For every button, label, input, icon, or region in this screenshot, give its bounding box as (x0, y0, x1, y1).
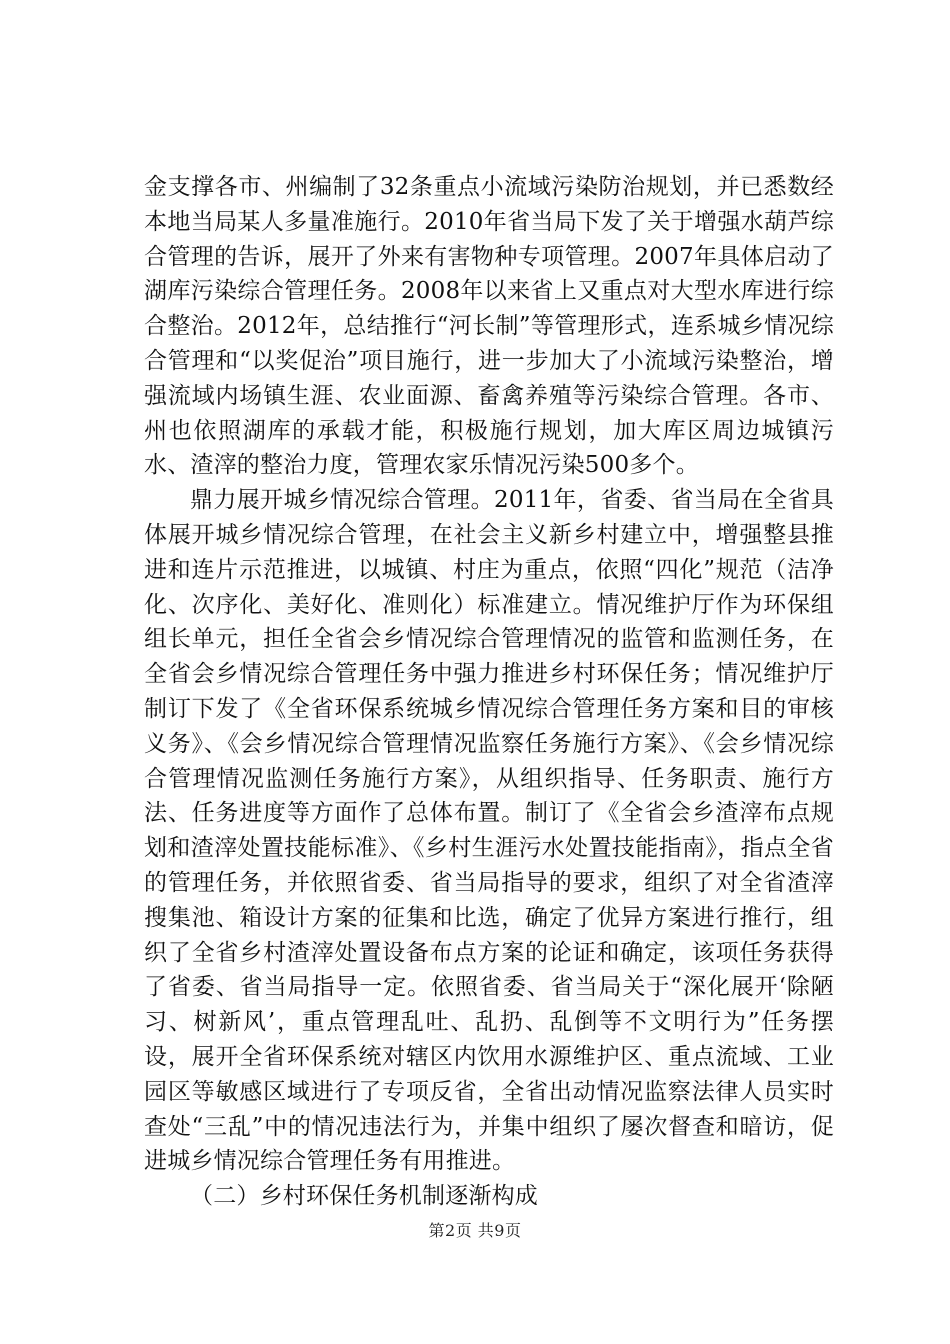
page-footer: 第2页 共9页 (428, 1221, 522, 1240)
document-body (144, 170, 834, 1214)
paragraph-continued: 金支撑各市、州编制了32条重点小流域污染防治规划，并已悉数经本地当局某人多量准施行。2010年省当局下发了关于增强水葫芦综合管理的告诉，展开了外来有害物种专项管理。2007年具体启动了湖库污染综合管理任务。2008年以来省上又重点对大型水库进行综合整治。2012年，总结推行“河长制”等管理形式，连系城乡情况综合管理和“以奖促治”项目施行，进一步加大了小流域污染整治，增强流域内场镇生涯、农业面源、畜禽养殖等污染综合管理。各市、州也依照湖库的承载才能，积极施行规划，加大库区周边城镇污水、渣滓的整治力度，管理农家乐情况污染500多个。 (144, 174, 834, 479)
section-heading: （二）乡村环保任务机制逐渐构成 (190, 1183, 538, 1210)
paragraph-urban-rural-management: 鼎力展开城乡情况综合管理。2011年，省委、省当局在全省具体展开城乡情况综合管理，在社会主义新乡村建立中，增强整县推进和连片示范推进，以城镇、村庄为重点，依照“四化”规范（洁净化、次序化、美好化、准则化）标准建立。情况维护厅作为环保组组长单元，担任全省会乡情况综合管理情况的监管和监测任务，在全省会乡情况综合管理任务中强力推进乡村环保任务；情况维护厅制订下发了《全省环保系统城乡情况综合管理任务方案和目的审核义务》、《会乡情况综合管理情况监察任务施行方案》、《会乡情况综合管理情况监测任务施行方案》，从组织指导、任务职责、施行方法、任务进度等方面作了总体布置。制订了《全省会乡渣滓布点规划和渣滓处置技能标准》、《乡村生涯污水处置技能指南》，指点全省的管理任务，并依照省委、省当局指导的要求，组织了对全省渣滓搜集池、箱设计方案的征集和比选，确定了优异方案进行推行，组织了全省乡村渣滓处置设备布点方案的论证和确定，该项任务获得了省委、省当局指导一定。依照省委、省当局关于“深化展开‘除陋习、树新风’，重点管理乱吐、乱扔、乱倒等不文明行为”任务摆设，展开全省环保系统对辖区内饮用水源维护区、重点流域、工业园区等敏感区域进行了专项反省，全省出动情况监察法律人员实时查处“三乱”中的情况违法行为，并集中组织了屡次督查和暗访，促进城乡情况综合管理任务有用推进。 (144, 487, 834, 1175)
